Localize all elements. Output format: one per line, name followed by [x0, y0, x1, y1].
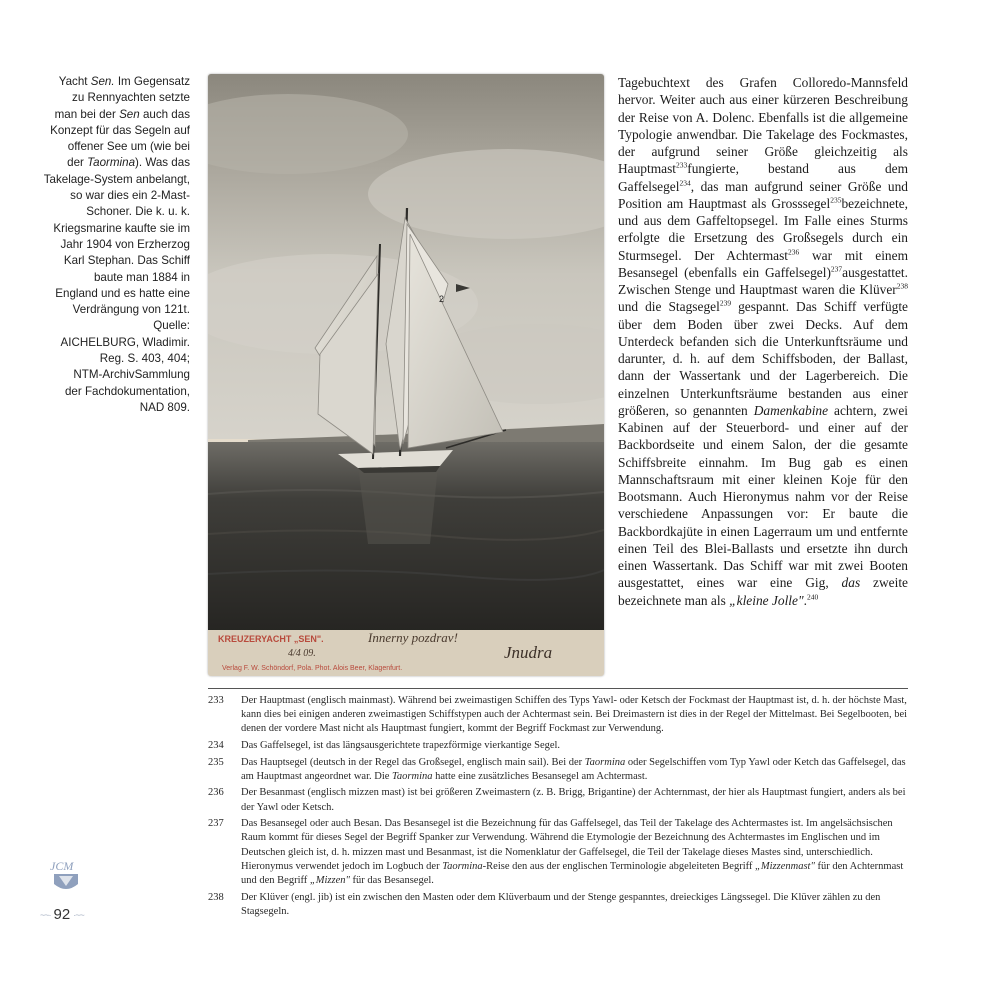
sail-number: 2: [439, 294, 445, 304]
caption-line: England und es hatte eine: [55, 286, 190, 300]
caption-line: baute man 1884 in: [93, 270, 190, 284]
footnote-reference: 237: [830, 264, 843, 274]
footnote-number: 236: [208, 787, 224, 799]
caption-line: der Taormina). Was das: [67, 156, 190, 170]
caption-italic: Sen: [119, 107, 140, 121]
caption-line: Konzept für das Segeln auf: [50, 123, 190, 137]
footnote-italic: Taormina: [392, 770, 433, 782]
main-body-text: Tagebuchtext des Grafen Colloredo-Mannsfeld hervor. Weiter auch aus einer kürzeren Beschreibung der Reise von A. Dolenc. Ebenfalls ist die allgemeine Typologie anwendbar. Die Takelage des Fockmastes, der aufgrund seiner Größe gleichzeitig als Hauptmast$^{233}$fungierte, bestand aus dem Gaffelsegel$^{234}$, das man aufgrund seiner Größe und Position am Hauptmast als Grosssegel$^{235}$bezeichnete, und aus dem Gaffeltopsegel. Im Falle eines Sturms erfolgte die Ersetzung des Großsegels durch ein Sturmsegel. Der Achtermast$^{236}$ war mit einem Besansegel (ebenfalls ein Gaffelsegel)$^{237}$ausgestattet. Zwischen Stenge und Hauptmast waren die Klüver$^{238}$ und die Stagsegel$^{239}$ gespannt. Das Schiff verfügte über dem Boden über zwei Decks. Auf dem Unterdeck befanden sich die Unterkunftsräume und darunter, d. h. auf dem Schiffsboden, der Ballast, dann der Wassertank und der Lagerbereich. Die einzelnen Unterkunftsräume bestanden aus einer größeren, so genannten Damenkabine achtern, zwei Kabinen auf der Steuerbord- und einer auf der Backbordseite und einem Salon, der die gesamte Schiffsbreite einnahm. Im Bug gab es einen Mannschaftsraum mit einer kleinen Koje für den Bootsmann. Auch Hieronymus nahm vor der Reise verschiedene Anpassungen vor: Er baute die Backbordkajüte in einen Lagerraum um und entfernte einen Teil des Blei-Ballasts und ersetzte ihn durch einen Wassertank. Das Schiff war mit zwei Booten ausgestattet, eines war eine Gig, das zweite bezeichnete man als „kleine Jolle".$^{240}$: [618, 75, 908, 608]
footnote-reference: 240: [806, 592, 819, 602]
body-italic: „kleine Jolle": [729, 592, 804, 608]
footnote-item: [208, 786, 908, 814]
caption-line: Karl Stephan. Das Schiff: [63, 254, 190, 268]
footnote-reference: 238: [896, 281, 908, 291]
footnote-italic: „Mizzenmast": [755, 860, 815, 872]
caption-line: Schoner. Die k. u. k.: [86, 205, 190, 219]
caption-italic: Taormina: [87, 156, 136, 170]
footnote-number: 234: [208, 740, 224, 751]
caption-line: offener See um (wie bei: [67, 140, 190, 154]
crest-logo: [42, 858, 92, 898]
footnote-reference: 233: [676, 160, 688, 170]
postcard-publisher: Verlag F. W. Schöndorf, Pola. Phot. Alois Beer, Klagenfurt.: [222, 665, 403, 672]
caption-line: Takelage-System anbelangt,: [43, 172, 190, 186]
footnote-text: Das Gaffelsegel, ist das längsausgerichtete trapezförmige vierkantige Segel.: [241, 740, 561, 751]
footnote-number: 235: [208, 756, 224, 768]
ornament-right-icon: ·~~: [73, 909, 84, 920]
yacht-postcard-photo: [208, 74, 604, 676]
footnote-item: [208, 739, 908, 753]
caption-line: NAD 809.: [139, 400, 190, 414]
footnotes: [208, 694, 908, 921]
caption-line: NTM-ArchivSammlung: [73, 368, 190, 382]
yacht-illustration: [208, 74, 604, 676]
handwritten-greeting: Innerny pozdrav!: [368, 630, 458, 645]
caption-line: der Fachdokumentation,: [64, 384, 190, 398]
footnote-italic: Taormina: [584, 756, 626, 768]
caption-italic: Sen.: [90, 75, 115, 88]
caption-line: AICHELBURG, Wladimir.: [60, 335, 190, 349]
caption-line: so war dies ein 2-Mast-: [70, 189, 190, 203]
footnote-text: Der Besanmast (englisch mizzen mast) ist bei größeren Zweimastern (z. B. Brigg, Brigantine) der Achternmast, der hier als Hauptmast fungiert, anders als bei der Yawl oder Ketsch.: [241, 787, 906, 813]
footnote-rule: [208, 688, 908, 689]
caption-line: Jahr 1904 von Erzherzog: [60, 237, 190, 251]
caption-line: Quelle:: [153, 319, 190, 333]
footnote-item: [208, 694, 908, 737]
footnote-reference: 235: [830, 195, 842, 205]
footnote-italic: „Mizzen": [309, 875, 350, 886]
footnote-item: [208, 891, 908, 919]
footnote-reference: 236: [788, 247, 800, 257]
caption-line: Reg. S. 403, 404;: [99, 352, 190, 366]
footnote-text: Das Besansegel oder auch Besan. Das Besansegel ist die Bezeichnung für das Gaffelsegel, das Teil der Takelage des Achtermastes ist. Im angelsächsischen Raum kommt für dieses Segel der Begriff Spanker zur Verwendung. Während die Etymologie der Bezeichnung des Achtermastes im Englischen und im Deutschen gleich ist, d. h. mizzen mast und Besanmast, ist die Nomenklatur der Gaffelsegel, die Teil der Takelage dieses Mastes sind, unterschiedlich. Hieronymus verwendet jedoch im Logbuch der Taormina-Reise den aus der englischen Terminologie abgeleiteten Begriff „Mizzenmast" für den Achternmast und den Begriff „Mizzen" für das Besansegel.: [241, 818, 904, 886]
body-italic: das: [841, 575, 861, 591]
footnote-text: Das Hauptsegel (deutsch in der Regel das Großsegel, englisch main sail). Bei der Taormina oder Segelschiffen vom Typ Yawl oder Ketch das Gaffelsegel, das am Hauptmast angeordnet war. Die Taormina hatte eine zusätzliches Besansegel am Achtermast.: [241, 756, 906, 782]
body-italic: Damenkabine: [753, 402, 829, 418]
footnote-number: 238: [208, 891, 224, 903]
footnote-reference: 239: [719, 298, 732, 308]
caption-line: zu Rennyachten setzte: [72, 91, 190, 105]
footnote-number: 233: [208, 695, 224, 706]
caption-line: Verdrängung von 121t.: [72, 303, 190, 317]
photo-caption: [40, 74, 190, 416]
page-number: 92: [53, 906, 71, 923]
footnote-item: [208, 756, 908, 784]
logo-monogram: JCM: [50, 859, 74, 873]
footnote-item: [208, 817, 908, 888]
caption-line: Yacht Sen. Im Gegensatz: [58, 75, 190, 88]
handwritten-signature: Jnudra: [504, 643, 553, 662]
footnote-text: Der Hauptmast (englisch mainmast). Während bei zweimastigen Schiffen des Typs Yawl- oder Ketsch der Fockmast der Hauptmast ist, d. h. der höchste Mast, kann dies bei einigen anderen zweimastigen Schiffstypen auch der Achtermast sein. Bei Dreimastern ist dies in der Regel der Mittelmast. Bei Segelbooten, bei denen der vordere Mast nicht als Hauptmast fungiert, kommt der Begriff Fockmast zur Verwendung.: [241, 695, 908, 735]
ornament-left-icon: ~~·: [40, 909, 51, 920]
handwritten-date: 4/4 09.: [288, 648, 316, 659]
footnote-reference: 234: [679, 178, 691, 188]
footnote-number: 237: [208, 818, 224, 830]
footnote-text: Der Klüver (engl. jib) ist ein zwischen den Masten oder dem Klüverbaum und der Stenge gespanntes, dreieckiges Längssegel. Die Klüver zählen zu den Stagsegeln.: [241, 891, 881, 917]
page-number-block: [40, 906, 100, 923]
footnote-italic: Taormina: [442, 860, 483, 872]
postcard-title: KREUZERYACHT „SEN".: [218, 634, 324, 644]
caption-line: Kriegsmarine kaufte sie im: [53, 221, 190, 235]
caption-line: man bei der Sen auch das: [54, 107, 190, 121]
